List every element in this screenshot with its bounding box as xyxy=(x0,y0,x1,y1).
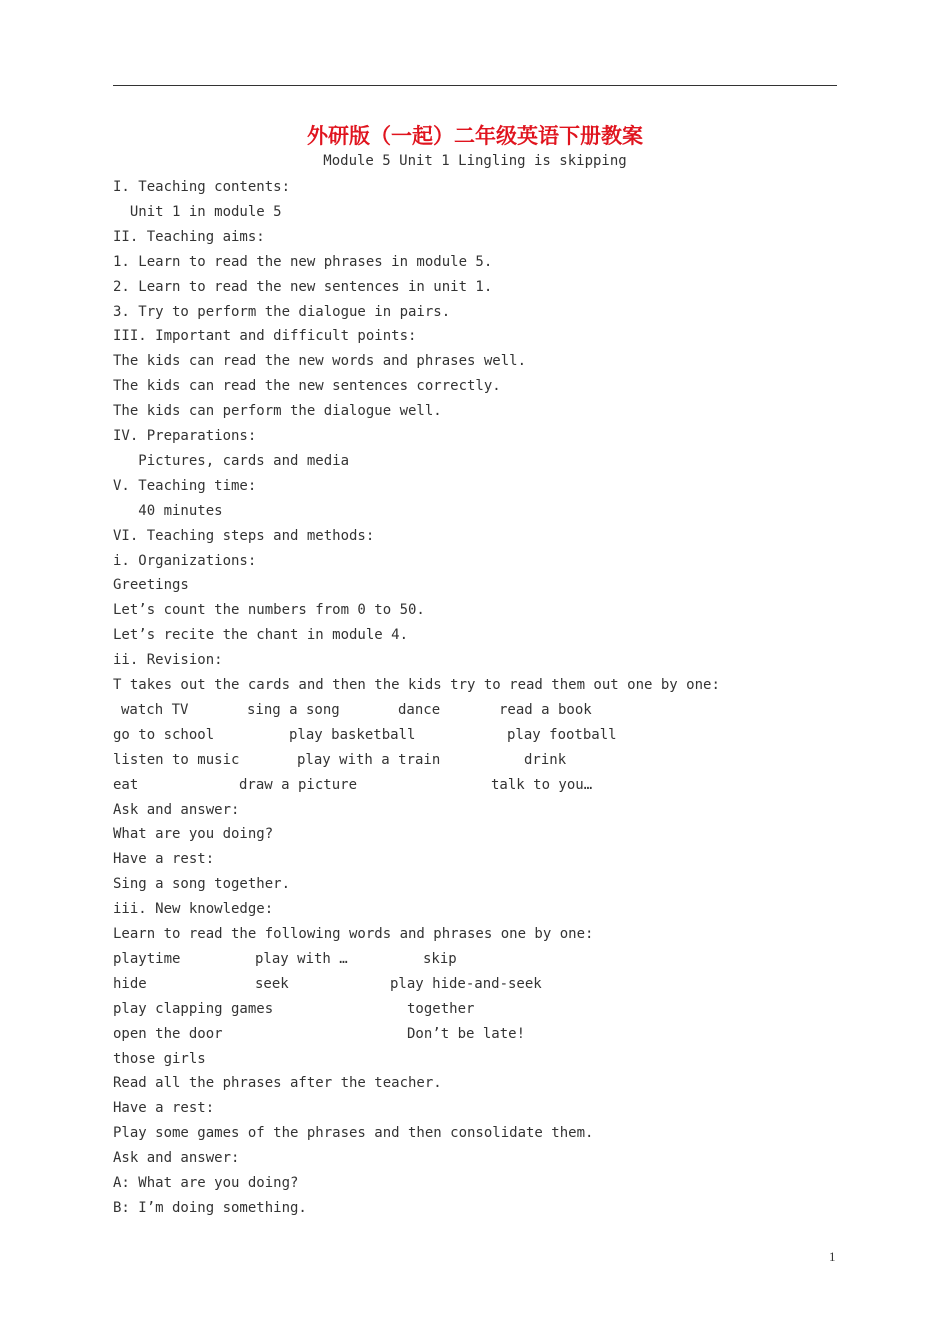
text-line: those girls xyxy=(113,1050,206,1067)
text-line: Play some games of the phrases and then consolidate them. xyxy=(113,1125,594,1142)
phrase-cell: seek xyxy=(255,975,289,992)
text-line: 3. Try to perform the dialogue in pairs. xyxy=(113,303,451,320)
text-line: ii. Revision: xyxy=(113,652,223,669)
text-line: The kids can perform the dialogue well. xyxy=(113,403,442,420)
phrase-cell: watch TV xyxy=(121,701,189,718)
text-line: 1. Learn to read the new phrases in module 5. xyxy=(113,253,493,270)
phrase-cell: hide xyxy=(113,975,147,992)
phrase-cell: eat xyxy=(113,776,139,793)
text-line: T takes out the cards and then the kids try to read them out one by one: xyxy=(113,677,720,693)
phrase-cell: listen to music xyxy=(113,751,240,768)
text-line: Ask and answer: xyxy=(113,1150,240,1167)
text-line: VI. Teaching steps and methods: xyxy=(113,527,375,544)
text-line: Let’s recite the chant in module 4. xyxy=(113,627,409,644)
text-line: Ask and answer: xyxy=(113,801,240,818)
text-line: I. Teaching contents: xyxy=(113,179,291,195)
text-line: What are you doing? xyxy=(113,826,274,843)
text-line: 40 minutes xyxy=(113,502,223,519)
text-line: Let’s count the numbers from 0 to 50. xyxy=(113,602,425,619)
phrase-cell: together xyxy=(407,1000,475,1017)
phrase-cell: drink xyxy=(524,751,567,768)
phrase-cell: talk to you… xyxy=(491,776,593,793)
text-line: iii. New knowledge: xyxy=(113,901,274,918)
phrase-cell: Don’t be late! xyxy=(407,1025,526,1042)
header-rule xyxy=(113,85,837,86)
text-line: i. Organizations: xyxy=(113,552,257,569)
text-line: The kids can read the new sentences correctly. xyxy=(113,378,501,395)
page-subtitle: Module 5 Unit 1 Lingling is skipping xyxy=(323,153,627,169)
text-line: Have a rest: xyxy=(113,851,215,868)
phrase-cell: skip xyxy=(423,950,457,967)
phrase-cell: open the door xyxy=(113,1025,223,1042)
phrase-cell: dance xyxy=(398,701,441,718)
text-line: The kids can read the new words and phrases well. xyxy=(113,353,527,370)
text-line: Learn to read the following words and phrases one by one: xyxy=(113,926,594,942)
phrase-cell: play with … xyxy=(255,950,348,967)
text-line: V. Teaching time: xyxy=(113,477,257,494)
text-line: Pictures, cards and media xyxy=(113,452,350,469)
phrase-cell: play with a train xyxy=(297,751,441,768)
phrase-cell: read a book xyxy=(499,701,592,718)
phrase-cell: play basketball xyxy=(289,726,416,743)
text-line: B: I’m doing something. xyxy=(113,1199,307,1216)
text-line: Sing a song together. xyxy=(113,876,291,893)
page-number: 1 xyxy=(829,1249,836,1264)
phrase-cell: play hide-and-seek xyxy=(390,975,542,992)
phrase-cell: sing a song xyxy=(247,701,340,718)
text-line: Have a rest: xyxy=(113,1100,215,1117)
text-line: A: What are you doing? xyxy=(113,1175,299,1191)
text-line: III. Important and difficult points: xyxy=(113,328,417,345)
phrase-cell: draw a picture xyxy=(239,776,358,793)
text-line: Unit 1 in module 5 xyxy=(113,203,282,220)
text-line: 2. Learn to read the new sentences in unit 1. xyxy=(113,278,493,295)
phrase-cell: play football xyxy=(507,726,617,743)
phrase-cell: playtime xyxy=(113,950,181,967)
page-title: 外研版（一起）二年级英语下册教案 xyxy=(307,124,643,148)
text-line: II. Teaching aims: xyxy=(113,228,265,245)
text-line: Greetings xyxy=(113,577,189,594)
phrase-cell: go to school xyxy=(113,726,215,743)
text-line: IV. Preparations: xyxy=(113,428,257,444)
text-line: Read all the phrases after the teacher. xyxy=(113,1075,442,1092)
phrase-cell: play clapping games xyxy=(113,1000,274,1017)
